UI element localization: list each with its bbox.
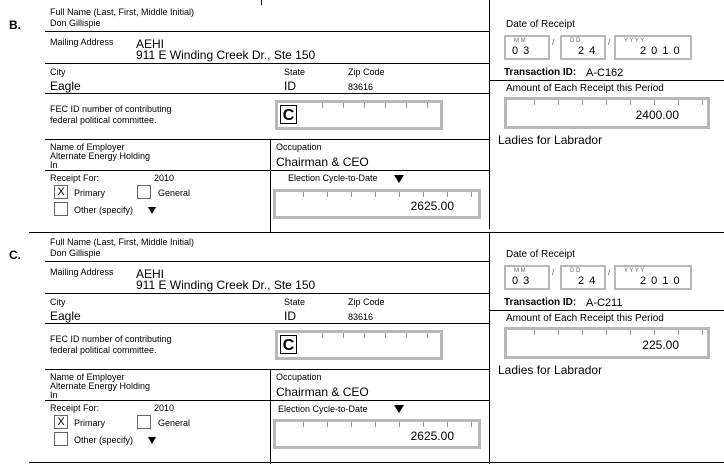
full-name-value: Don Gillispie bbox=[50, 248, 101, 258]
transaction-id-value: A-C211 bbox=[586, 297, 623, 309]
employer-label: Name of Employer bbox=[50, 372, 125, 382]
address-line2: 911 E Winding Creek Dr., Ste 150 bbox=[136, 48, 316, 62]
cycle-to-date-amount: 2625.00 bbox=[410, 429, 454, 443]
cycle-to-date-amount-field[interactable] bbox=[273, 189, 481, 219]
occupation-value: Chairman & CEO bbox=[276, 385, 369, 399]
primary-checkbox[interactable]: X bbox=[54, 415, 68, 429]
fec-id-field[interactable] bbox=[275, 330, 443, 360]
other-checkbox[interactable] bbox=[54, 202, 68, 216]
divider bbox=[45, 93, 489, 94]
divider bbox=[45, 63, 489, 64]
date-separator: / bbox=[552, 38, 555, 47]
fec-id-prefix: C bbox=[280, 335, 297, 354]
general-checkbox[interactable] bbox=[137, 185, 151, 199]
amount-label: Amount of Each Receipt this Period bbox=[506, 313, 664, 324]
divider bbox=[29, 462, 724, 463]
transaction-id-value: A-C162 bbox=[586, 67, 624, 79]
fec-id-field[interactable] bbox=[275, 100, 443, 130]
transaction-id-label: Transaction ID: bbox=[504, 67, 577, 78]
city-value: Eagle bbox=[50, 79, 81, 93]
dropdown-arrow-icon[interactable] bbox=[394, 175, 404, 183]
fec-id-label-line2: federal political committee. bbox=[50, 345, 157, 355]
other-checkbox[interactable] bbox=[54, 432, 68, 446]
zip-value: 83616 bbox=[348, 82, 374, 92]
date-day-field[interactable]: D D 2 4 bbox=[560, 265, 606, 290]
general-label: General bbox=[158, 188, 191, 198]
full-name-label: Full Name (Last, First, Middle Initial) bbox=[50, 237, 195, 247]
date-day-field[interactable]: D D 2 4 bbox=[560, 35, 606, 60]
divider bbox=[489, 80, 724, 81]
address-line1: AEHI bbox=[136, 267, 165, 281]
receipt-amount: 2400.00 bbox=[635, 108, 679, 122]
date-year: 2 0 1 0 bbox=[640, 45, 681, 57]
employer-line1: Alternate Energy Holding bbox=[50, 151, 151, 161]
transaction-id-label: Transaction ID: bbox=[504, 297, 577, 308]
date-year: 2 0 1 0 bbox=[640, 275, 681, 287]
receipt-amount: 225.00 bbox=[642, 338, 679, 352]
divider bbox=[45, 323, 489, 324]
divider bbox=[45, 139, 489, 140]
zip-label: Zip Code bbox=[348, 67, 385, 77]
date-day: 2 4 bbox=[578, 275, 597, 287]
zip-value: 83616 bbox=[348, 312, 374, 322]
fec-id-label-line2: federal political committee. bbox=[50, 115, 157, 125]
date-month-field[interactable]: M M 0 3 bbox=[504, 35, 550, 60]
full-name-value: Don Gillispie bbox=[50, 18, 101, 28]
entry-letter: B. bbox=[9, 18, 21, 32]
general-label: General bbox=[158, 418, 191, 428]
divider bbox=[45, 261, 489, 262]
city-label: City bbox=[50, 67, 66, 77]
date-year-field[interactable]: Y Y Y Y 2 0 1 0 bbox=[614, 35, 692, 60]
employer-label: Name of Employer bbox=[50, 142, 125, 152]
dropdown-arrow-icon[interactable] bbox=[148, 207, 156, 214]
zip-label: Zip Code bbox=[348, 297, 385, 307]
cycle-to-date-amount: 2625.00 bbox=[410, 199, 454, 213]
city-value: Eagle bbox=[50, 309, 81, 323]
divider bbox=[45, 293, 489, 294]
divider bbox=[45, 369, 489, 370]
memo-text: Ladies for Labrador bbox=[498, 133, 603, 147]
receipt-for-label: Receipt For: bbox=[50, 403, 100, 413]
primary-label: Primary bbox=[74, 188, 105, 198]
receipt-amount-field[interactable] bbox=[504, 327, 710, 359]
occupation-label: Occupation bbox=[276, 372, 322, 382]
date-month: 0 3 bbox=[512, 275, 531, 287]
address-line2: 911 E Winding Creek Dr., Ste 150 bbox=[136, 278, 316, 292]
date-month-field[interactable]: M M 0 3 bbox=[504, 265, 550, 290]
divider bbox=[489, 310, 724, 311]
primary-checkbox[interactable]: X bbox=[54, 185, 68, 199]
divider bbox=[45, 31, 489, 32]
date-separator: / bbox=[552, 268, 555, 277]
divider bbox=[270, 369, 271, 464]
cycle-to-date-amount-field[interactable] bbox=[273, 419, 481, 449]
general-checkbox[interactable] bbox=[137, 415, 151, 429]
fec-id-prefix: C bbox=[280, 105, 297, 124]
cycle-to-date-label: Election Cycle-to-Date bbox=[278, 404, 368, 414]
cycle-to-date-label: Election Cycle-to-Date bbox=[288, 173, 378, 183]
state-value: ID bbox=[284, 309, 296, 323]
employer-line2: In bbox=[50, 390, 58, 400]
state-label: State bbox=[284, 67, 306, 77]
date-year-field[interactable]: Y Y Y Y 2 0 1 0 bbox=[614, 265, 692, 290]
state-label: State bbox=[284, 297, 306, 307]
fec-id-label-line1: FEC ID number of contributing bbox=[50, 334, 172, 344]
employer-line1: Alternate Energy Holding bbox=[50, 381, 151, 391]
divider bbox=[45, 400, 489, 401]
memo-text: Ladies for Labrador bbox=[498, 363, 603, 377]
primary-label: Primary bbox=[74, 418, 105, 428]
other-specify-label: Other (specify) bbox=[74, 435, 134, 445]
receipt-for-label: Receipt For: bbox=[50, 173, 100, 183]
receipt-amount-field[interactable] bbox=[504, 97, 710, 129]
fec-id-label-line1: FEC ID number of contributing bbox=[50, 104, 172, 114]
mailing-address-label: Mailing Address bbox=[50, 267, 114, 277]
date-separator: / bbox=[608, 38, 611, 47]
dropdown-arrow-icon[interactable] bbox=[148, 437, 156, 444]
state-value: ID bbox=[284, 79, 296, 93]
other-specify-label: Other (specify) bbox=[74, 205, 134, 215]
divider bbox=[489, 232, 490, 464]
receipt-year: 2010 bbox=[154, 173, 175, 183]
receipt-entry-c bbox=[0, 230, 724, 464]
employer-line2: In bbox=[50, 160, 58, 170]
occupation-label: Occupation bbox=[276, 142, 322, 152]
receipt-year: 2010 bbox=[154, 403, 175, 413]
divider bbox=[45, 170, 489, 171]
amount-label: Amount of Each Receipt this Period bbox=[506, 83, 664, 94]
occupation-value: Chairman & CEO bbox=[276, 155, 369, 169]
address-line1: AEHI bbox=[136, 37, 165, 51]
date-day: 2 4 bbox=[578, 45, 597, 57]
date-month: 0 3 bbox=[512, 45, 531, 57]
entry-letter: C. bbox=[9, 248, 21, 262]
divider bbox=[270, 139, 271, 232]
full-name-label: Full Name (Last, First, Middle Initial) bbox=[50, 7, 195, 17]
date-of-receipt-label: Date of Receipt bbox=[506, 249, 575, 260]
date-separator: / bbox=[608, 268, 611, 277]
mailing-address-label: Mailing Address bbox=[50, 37, 114, 47]
date-of-receipt-label: Date of Receipt bbox=[506, 19, 575, 30]
city-label: City bbox=[50, 297, 66, 307]
dropdown-arrow-icon[interactable] bbox=[394, 405, 404, 413]
